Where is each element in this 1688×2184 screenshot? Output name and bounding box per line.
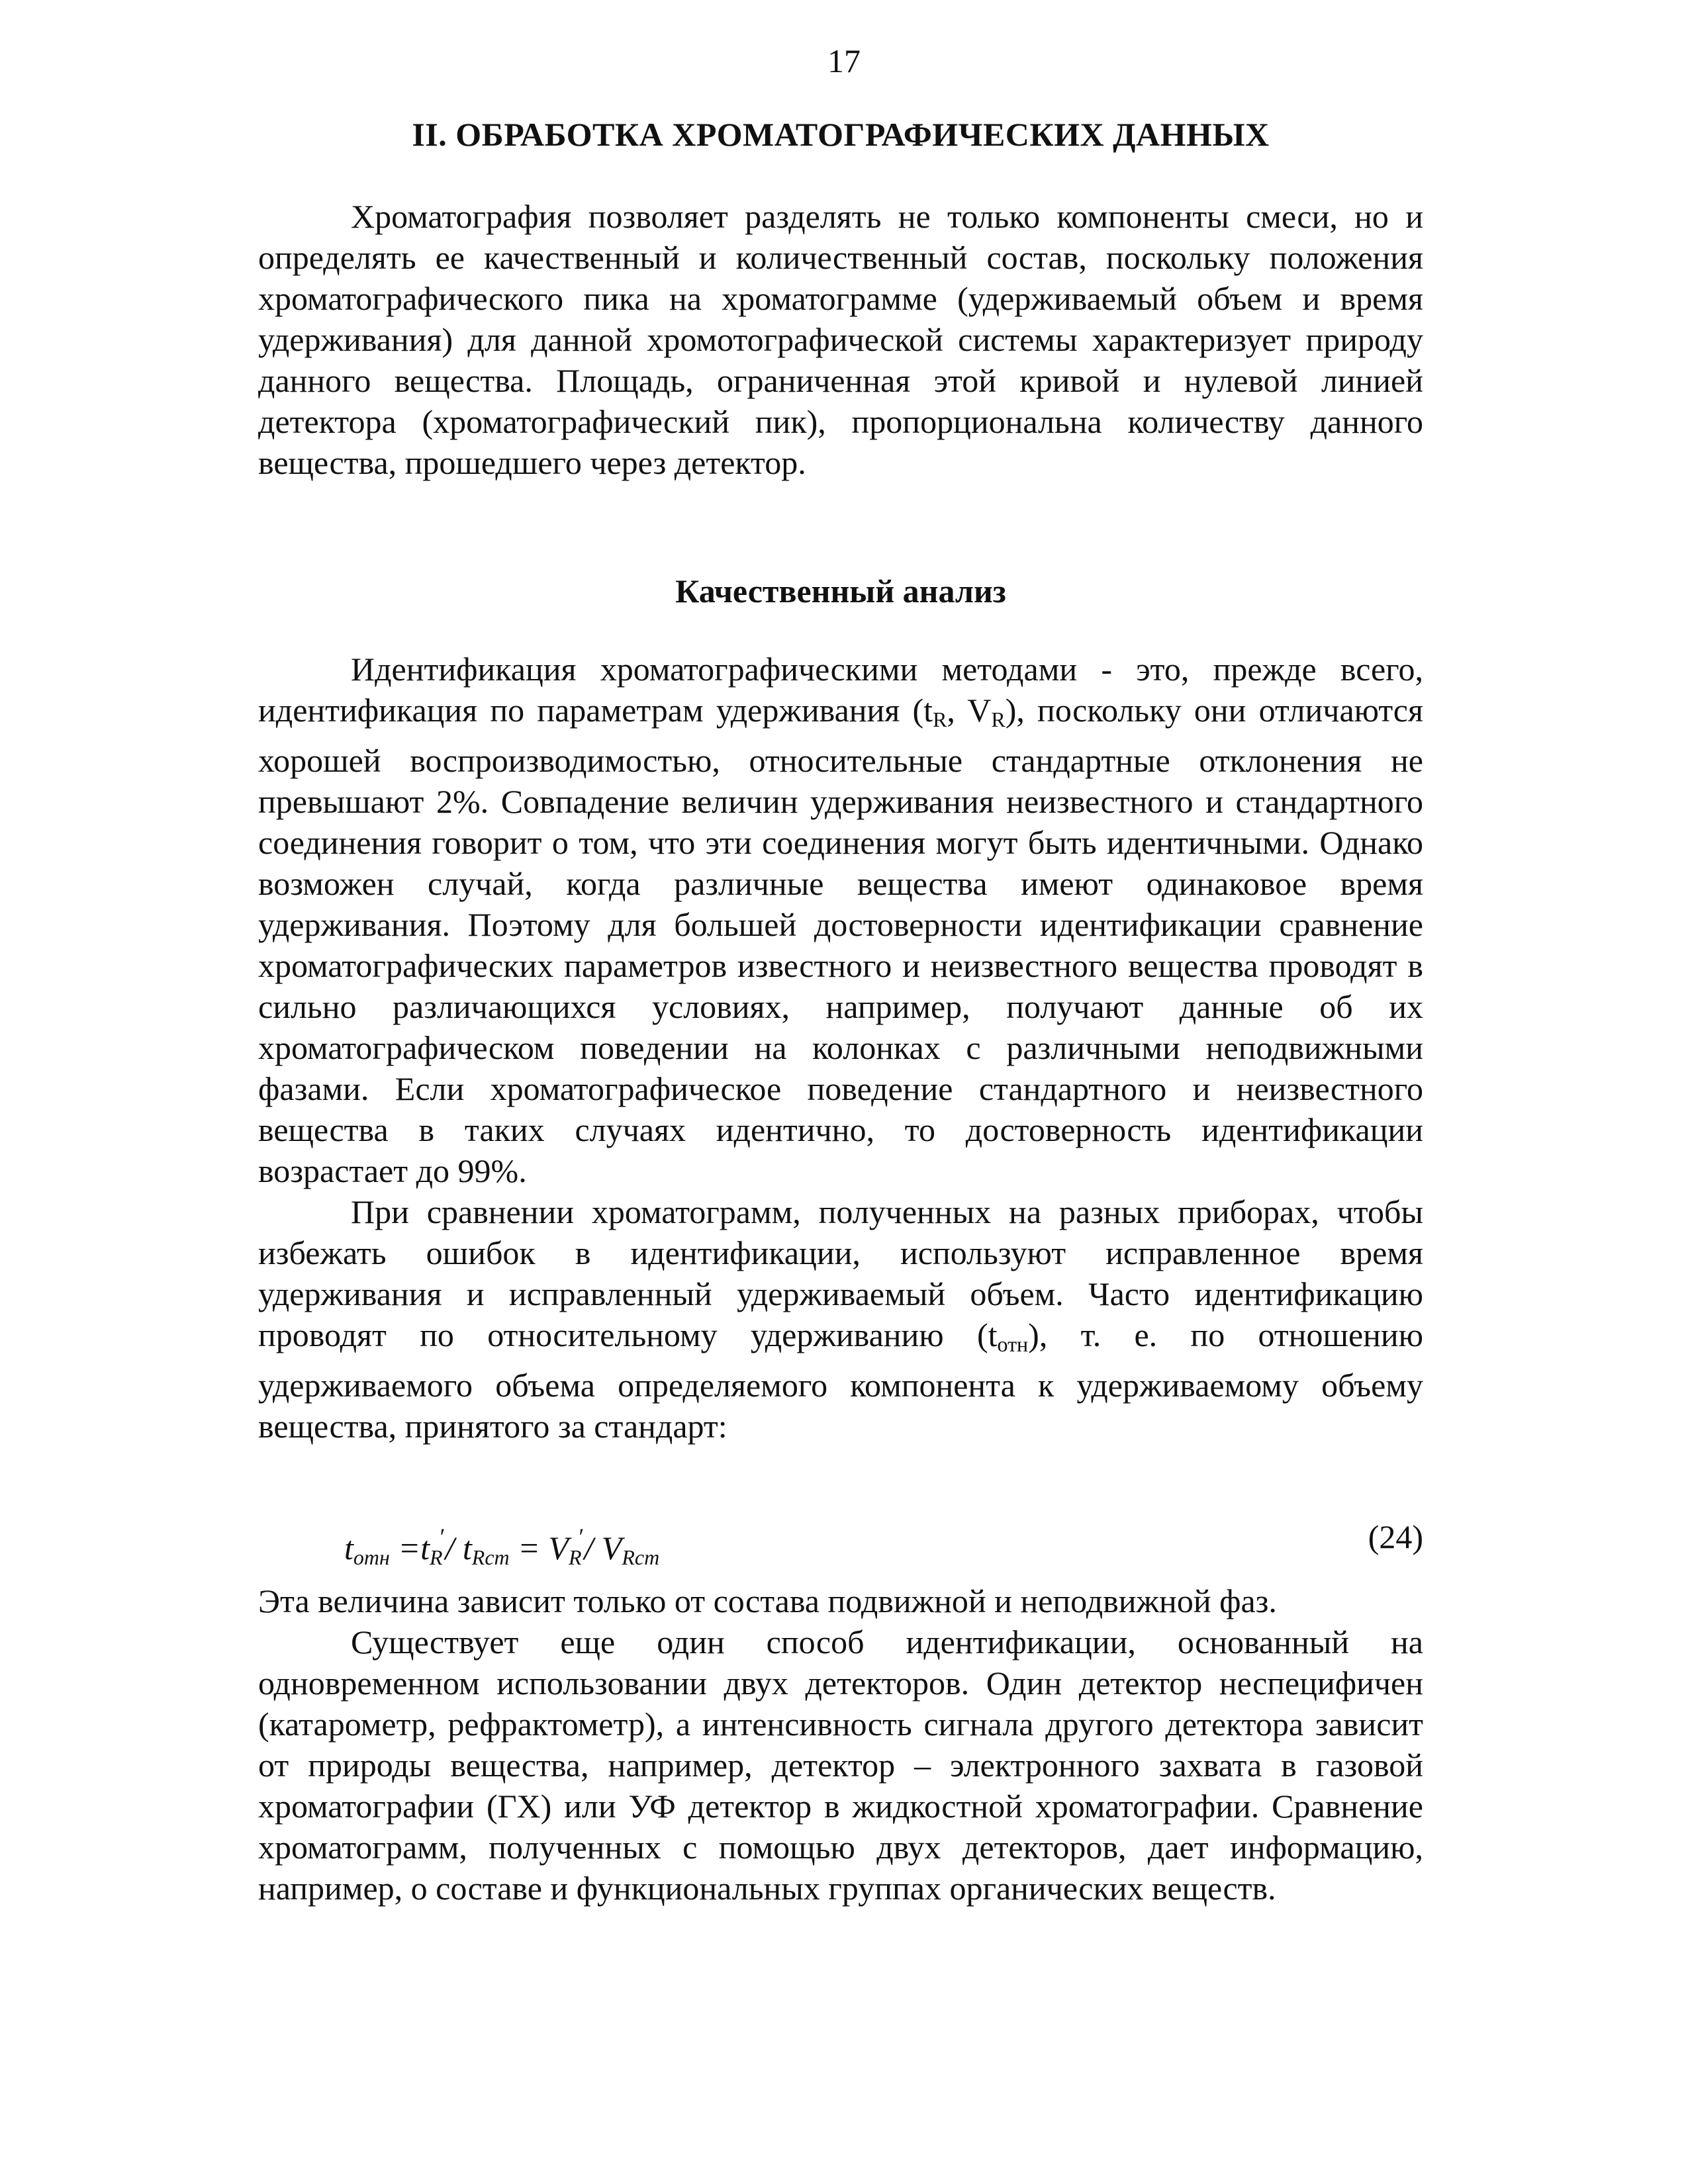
comparison-paragraph [258, 1191, 1423, 1447]
comparison-text-2: ), т. е. по отношению удерживаемого объема определяемого компонента к удерживаемому объему вещества, принятого за стандарт: [258, 1316, 1423, 1445]
relative-retention-subscript: отн [997, 1332, 1029, 1356]
intro-paragraph: Хроматография позволяет разделять не только компоненты смеси, но и определять ее качественный и количественный состав, поскольку положения хроматографического пика на хроматограмме (удерживаемый объем и время удерживания) для данной хромотографической системы характеризует природу данного вещества. Площадь, ограниченная этой кривой и нулевой линией детектора (хроматографический пик), пропорциональна количеству данного вещества, прошедшего через детектор. [258, 198, 1423, 481]
page-number: 17 [827, 42, 861, 79]
identification-section [258, 649, 1423, 1447]
formula-24: $t_{отн} =t_R'/$ $t_{Rcm} = V_R'/$ $V_{Rcm}$ [344, 1524, 660, 1569]
chapter-title: II. ОБРАБОТКА ХРОМАТОГРАФИЧЕСКИХ ДАННЫХ [412, 116, 1270, 153]
formula-number: (24) [1368, 1518, 1423, 1555]
identification-text-2: , V [947, 692, 992, 729]
detectors-section [258, 1580, 1423, 1909]
comparison-text-1: При сравнении хроматограмм, полученных на разных приборах, чтобы избежать ошибок в идентификации, используют исправленное время удерживания и исправленный удерживаемый объем. Часто идентификацию проводят по относительному удерживанию (t [258, 1193, 1423, 1353]
phases-paragraph: Эта величина зависит только от состава подвижной и неподвижной фаз. [258, 1582, 1277, 1619]
identification-paragraph [258, 649, 1423, 1191]
section-title: Качественный анализ [675, 572, 1006, 610]
retention-time-subscript: R [933, 707, 947, 731]
intro-section [258, 196, 1423, 483]
detectors-paragraph: Существует еще один способ идентификации, основанный на одновременном использовании двух детекторов. Один детектор неспецифичен (катарометр, рефрактометр), а интенсивность сигнала другого детектора зависит от природы вещества, например, детектор – электронного захвата в газовой хроматографии (ГХ) или УФ детектор в жидкостной хроматографии. Сравнение хроматограмм, полученных с помощью двух детекторов, дает информацию, например, о составе и функциональных группах органических веществ. [258, 1623, 1423, 1907]
retention-volume-subscript: R [991, 707, 1006, 731]
identification-text-1: Идентификация хроматографическими методами - это, прежде всего, идентификация по параметрам удерживания (t [258, 651, 1423, 729]
identification-text-3: ), поскольку они отличаются хорошей воспроизводимостью, относительные стандартные отклонения не превышают 2%. Совпадение величин удерживания неизвестного и стандартного соединения говорит о том, что эти соединения могут быть идентичными. Однако возможен случай, когда различные вещества имеют одинаковое время удерживания. Поэтому для большей достоверности идентификации сравнение хроматографических параметров известного и неизвестного вещества проводят в сильно различающихся условиях, например, получают данные об их хроматографическом поведении на колонках с различными неподвижными фазами. Если хроматографическое поведение стандартного и неизвестного вещества в таких случаях идентично, то достоверность идентификации возрастает до 99%. [258, 692, 1423, 1189]
